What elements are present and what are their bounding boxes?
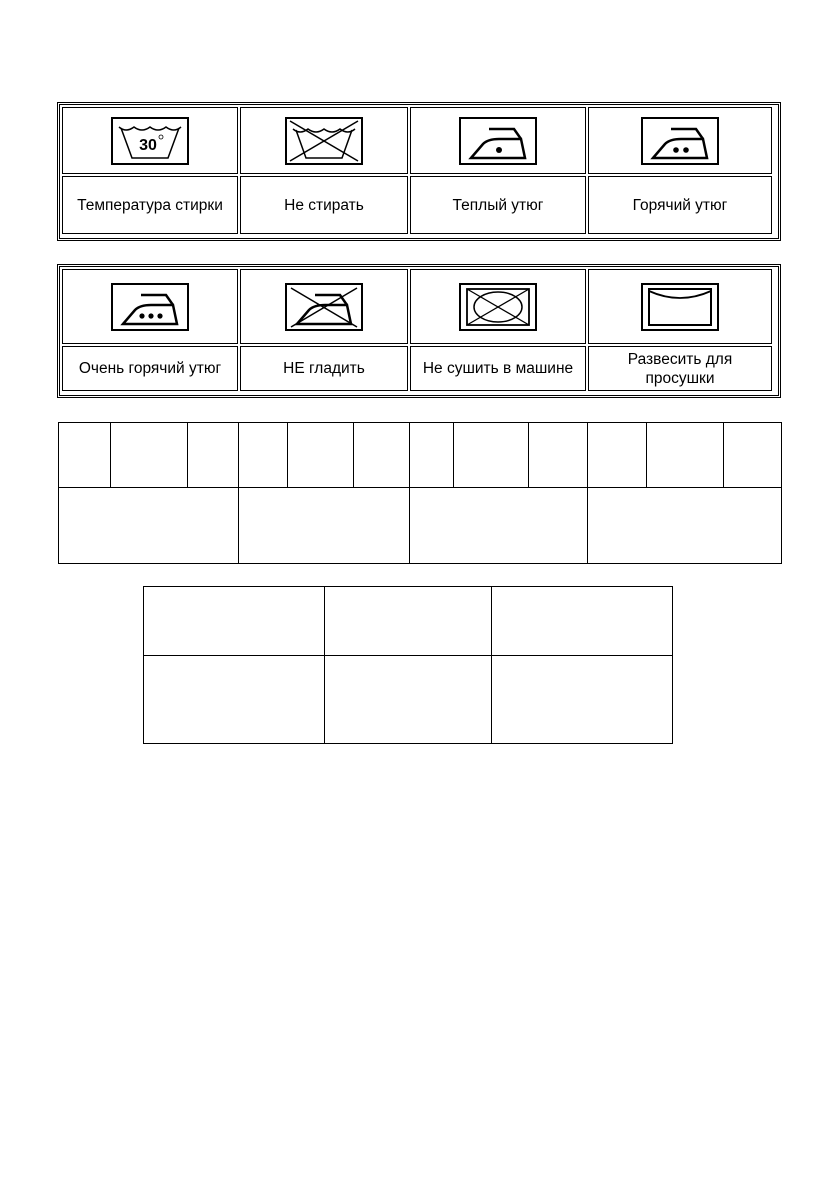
blank-cell <box>238 488 410 564</box>
blank-worksheet-table-1 <box>58 422 782 564</box>
blank-cell <box>59 488 239 564</box>
symbol-cell <box>62 107 238 174</box>
blank-cell <box>287 423 353 488</box>
symbol-cell <box>588 269 772 344</box>
iron-medium-icon <box>641 117 719 165</box>
blank-cell <box>353 423 410 488</box>
blank-cell <box>144 656 325 744</box>
wash-temperature: 30 <box>139 136 157 154</box>
blank-cell <box>187 423 238 488</box>
blank-cell <box>588 488 782 564</box>
symbol-label: Не сушить в машине <box>410 346 586 391</box>
symbol-label: Очень горячий утюг <box>62 346 238 391</box>
symbol-label: Теплый утюг <box>410 176 586 234</box>
blank-cell <box>588 423 647 488</box>
iron-high-icon <box>111 283 189 331</box>
blank-worksheet-table-2 <box>143 586 673 744</box>
symbol-label: НЕ гладить <box>240 346 408 391</box>
blank-cell <box>647 423 724 488</box>
iron-low-icon <box>459 117 537 165</box>
blank-cell <box>724 423 782 488</box>
blank-cell <box>454 423 529 488</box>
blank-cell <box>238 423 287 488</box>
symbol-cell <box>410 269 586 344</box>
symbol-label: Развесить для просушки <box>588 346 772 391</box>
do-not-wash-icon <box>285 117 363 165</box>
line-dry-icon <box>641 283 719 331</box>
care-symbols-table-2 <box>57 264 781 398</box>
wash-30-icon <box>111 117 189 165</box>
symbol-label: Температура стирки <box>62 176 238 234</box>
care-symbols-table-1 <box>57 102 781 241</box>
symbol-cell <box>240 107 408 174</box>
symbol-label: Не стирать <box>240 176 408 234</box>
blank-cell <box>492 587 673 656</box>
blank-cell <box>529 423 588 488</box>
symbol-cell <box>588 107 772 174</box>
symbol-cell <box>62 269 238 344</box>
blank-cell <box>410 488 588 564</box>
symbol-cell <box>240 269 408 344</box>
do-not-tumble-dry-icon <box>459 283 537 331</box>
blank-cell <box>144 587 325 656</box>
blank-cell <box>110 423 187 488</box>
blank-cell <box>59 423 111 488</box>
symbol-label: Горячий утюг <box>588 176 772 234</box>
symbol-cell <box>410 107 586 174</box>
blank-cell <box>410 423 454 488</box>
blank-cell <box>324 587 492 656</box>
blank-cell <box>492 656 673 744</box>
do-not-iron-icon <box>285 283 363 331</box>
blank-cell <box>324 656 492 744</box>
